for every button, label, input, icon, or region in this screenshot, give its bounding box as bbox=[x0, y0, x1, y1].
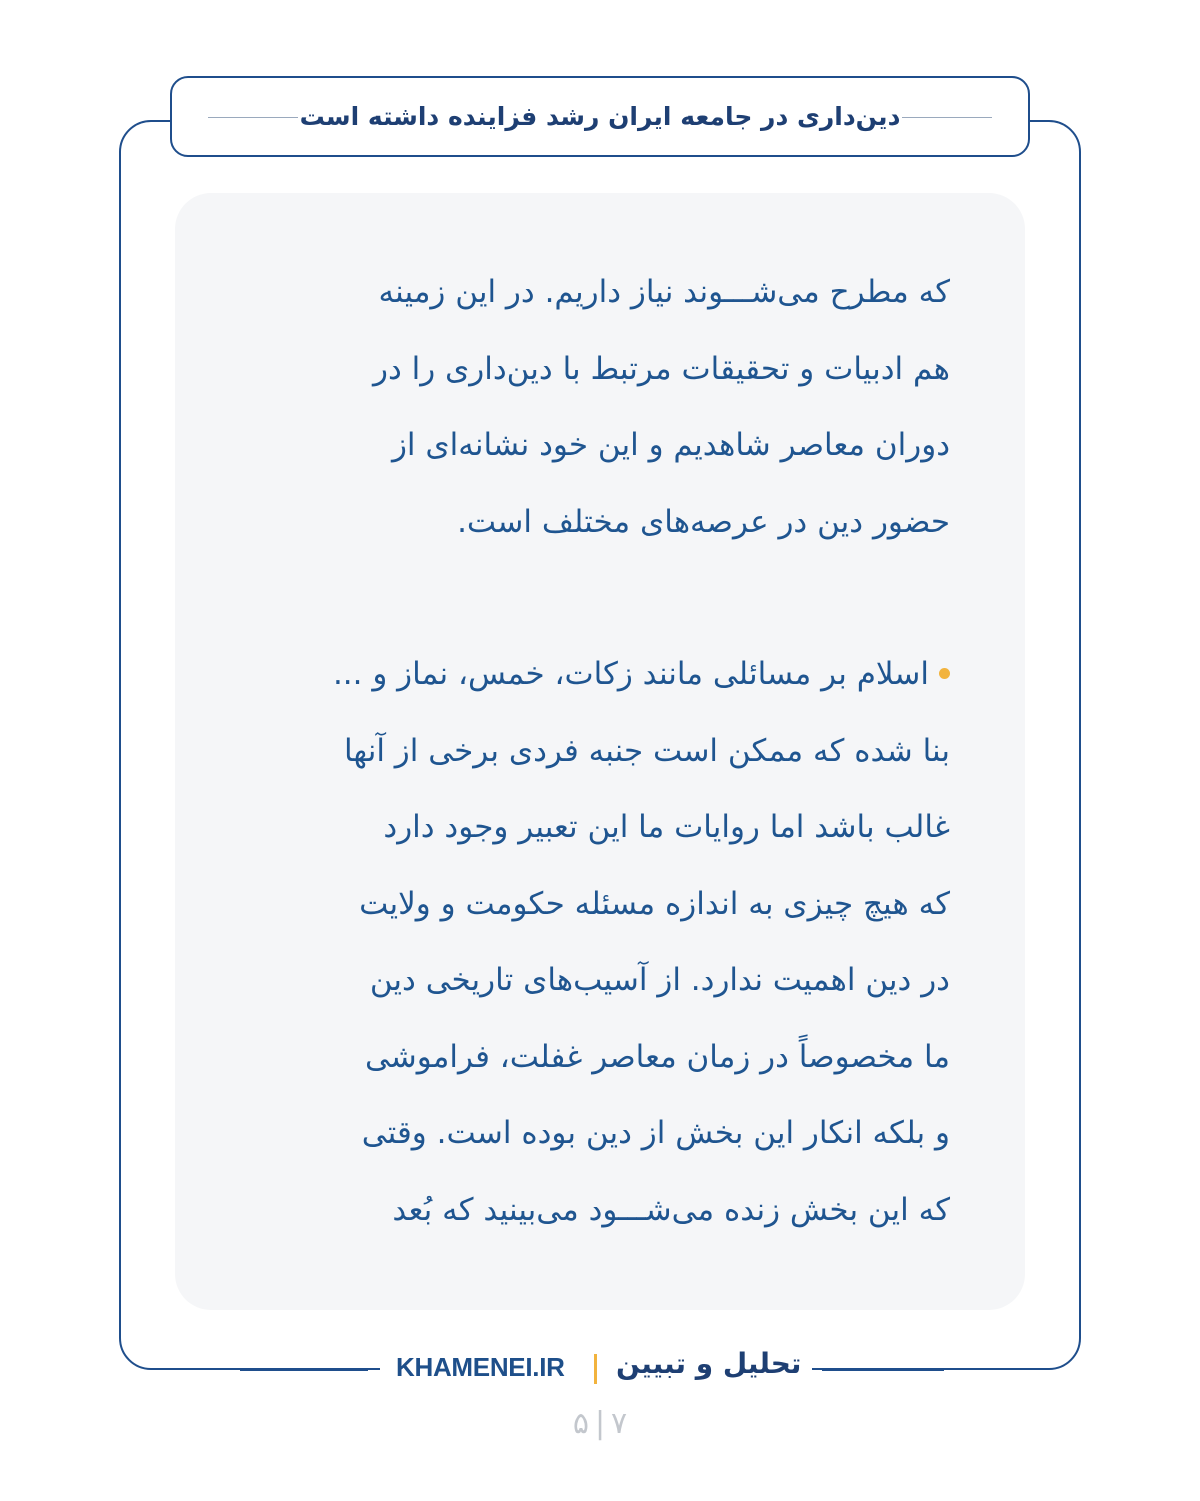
paragraph-line: اسلام بر مسائلی مانند زکات، خمس، نماز و ... bbox=[332, 656, 929, 692]
page-indicator bbox=[0, 1406, 1200, 1441]
paragraph-line: که هیچ چیزی به اندازه مسئله حکومت و ولایت bbox=[359, 885, 950, 922]
bullet-line bbox=[230, 636, 950, 713]
footer-separator bbox=[594, 1354, 597, 1384]
header-box bbox=[170, 76, 1030, 157]
paragraph-line: بنا شده که ممکن است جنبه فردی برخی از آنها bbox=[343, 732, 950, 769]
page-separator: | bbox=[594, 1406, 606, 1441]
bullet-dot-icon bbox=[939, 668, 950, 679]
paragraph-line: که این بخش زنده می‌شـــود می‌بینید که بُعد bbox=[392, 1191, 950, 1228]
paragraph-line: و بلکه انکار این بخش از دین بوده است. وقتی bbox=[361, 1115, 950, 1151]
header-divider-right bbox=[902, 117, 992, 118]
paragraph-line: ما مخصوصاً در زمان معاصر غفلت، فراموشی bbox=[364, 1038, 950, 1075]
paragraph-line: هم ادبیات و تحقیقات مرتبط با دین‌داری را در bbox=[372, 350, 950, 387]
footer-divider-left bbox=[240, 1369, 368, 1371]
paragraph-line: دوران معاصر شاهدیم و این خود نشانه‌ای از bbox=[391, 427, 950, 463]
paragraph-1 bbox=[230, 254, 950, 560]
paragraph-line: حضور دین در عرصه‌های مختلف است. bbox=[457, 503, 950, 540]
page-total: ۷ bbox=[611, 1406, 628, 1441]
paragraph-line: که مطرح می‌شـــوند نیاز داریم. در این زمینه bbox=[378, 274, 950, 310]
header-divider-left bbox=[208, 117, 298, 118]
footer-divider-right bbox=[822, 1369, 944, 1371]
footer-section-label: تحلیل و تبیین bbox=[616, 1347, 802, 1380]
footer-brand: KHAMENEI.IR bbox=[396, 1352, 565, 1382]
paragraph-line: غالب باشد اما روایات ما این تعبیر وجود دارد bbox=[383, 809, 950, 845]
paragraph-2 bbox=[230, 636, 950, 1248]
page-title: دین‌داری در جامعه ایران رشد فزاینده داشته است bbox=[299, 102, 901, 131]
page-current: ۵ bbox=[572, 1406, 589, 1441]
paragraph-line: در دین اهمیت ندارد. از آسیب‌های تاریخی دین bbox=[369, 962, 950, 998]
